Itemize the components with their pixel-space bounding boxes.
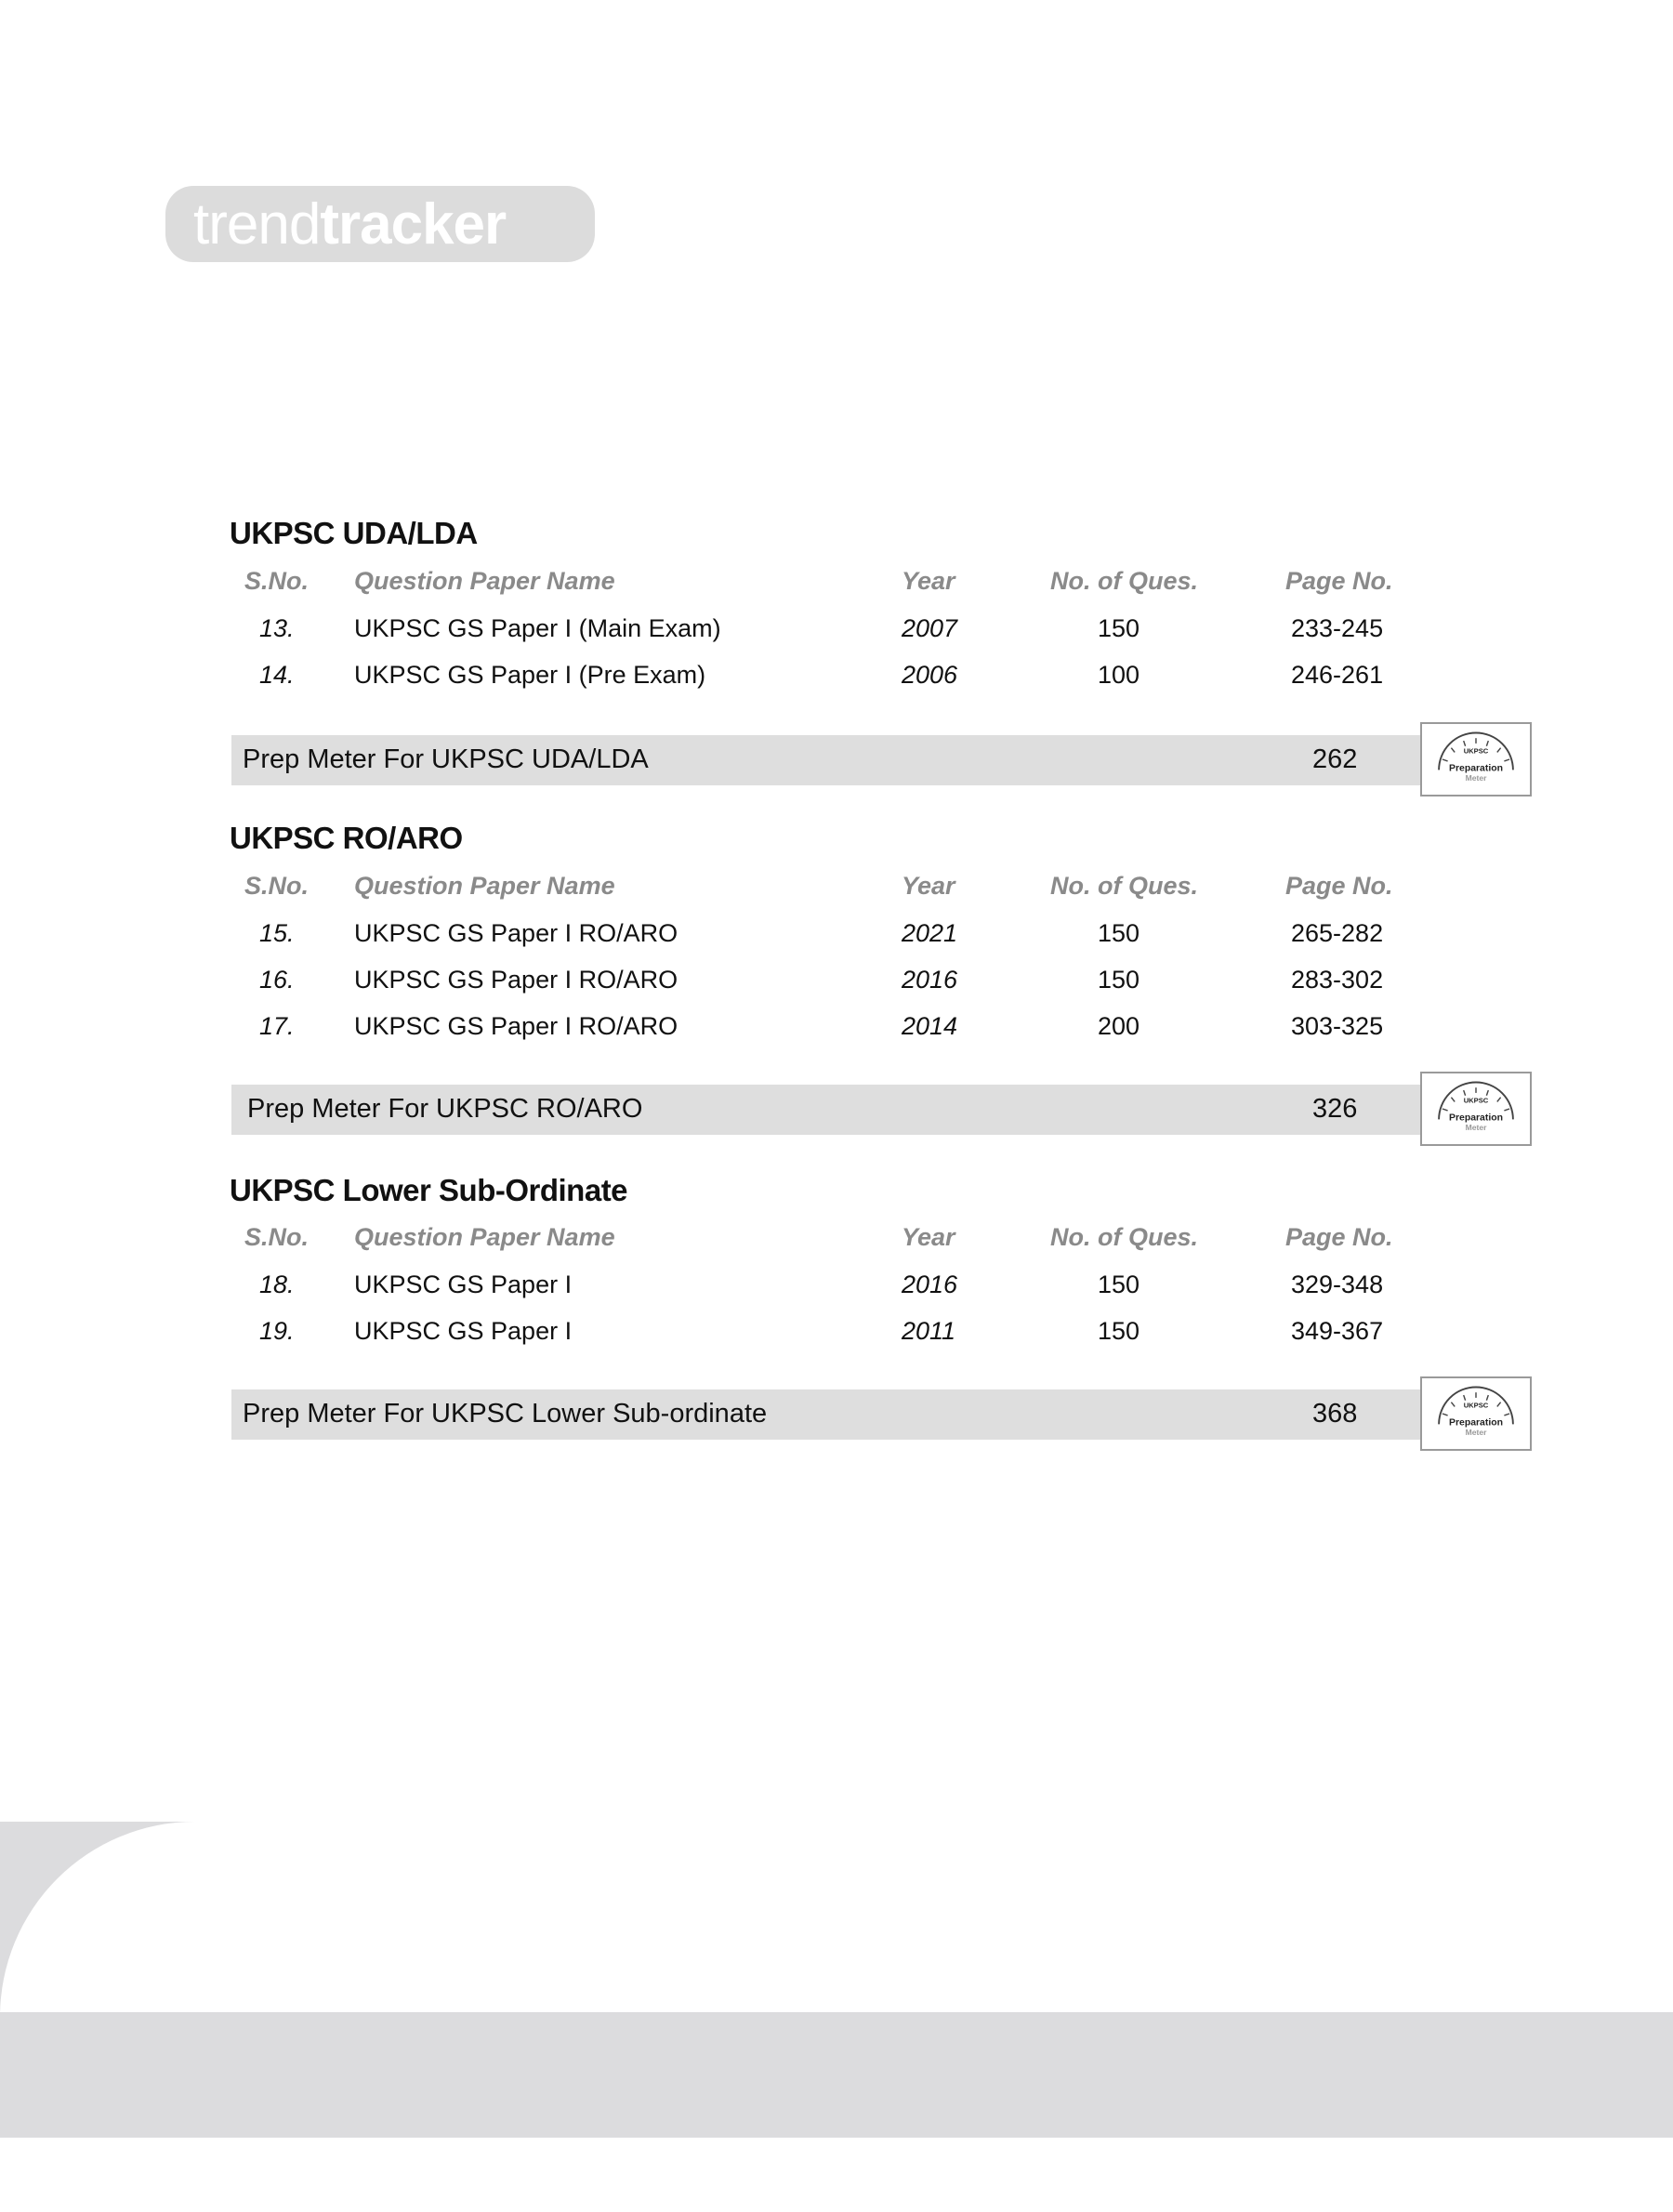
row-name: UKPSC GS Paper I RO/ARO <box>354 1012 678 1040</box>
header-ques: No. of Ques. <box>1050 1223 1199 1251</box>
badge-middle-text: Preparation <box>1448 1113 1504 1124</box>
row-name: UKPSC GS Paper I RO/ARO <box>354 919 678 947</box>
row-page: 303-325 <box>1291 1012 1384 1040</box>
row-page: 246-261 <box>1291 661 1384 689</box>
row-name: UKPSC GS Paper I (Main Exam) <box>354 614 721 642</box>
row-ques: 150 <box>1098 919 1140 947</box>
header-sno: S.No. <box>244 567 310 595</box>
table-row <box>0 919 1673 956</box>
header-year: Year <box>902 1223 955 1251</box>
row-page: 233-245 <box>1291 614 1384 642</box>
table-row <box>0 966 1673 1003</box>
prep-meter-page: 262 <box>1312 744 1358 774</box>
row-year: 2011 <box>902 1317 956 1345</box>
header-page: Page No. <box>1285 1223 1393 1251</box>
row-sno: 19. <box>259 1317 295 1345</box>
prep-meter-bar <box>231 735 1421 785</box>
prep-meter-bar <box>231 1085 1421 1135</box>
footer-band <box>0 2012 1673 2138</box>
row-year: 2016 <box>902 966 958 994</box>
row-sno: 18. <box>259 1271 295 1298</box>
header-name: Question Paper Name <box>354 1223 615 1251</box>
header-name: Question Paper Name <box>354 872 615 900</box>
badge-top-text: UKPSC <box>1463 1401 1489 1410</box>
row-ques: 200 <box>1098 1012 1140 1040</box>
row-page: 329-348 <box>1291 1271 1384 1298</box>
table-row <box>0 614 1673 652</box>
table-row <box>0 1012 1673 1049</box>
section-title: UKPSC Lower Sub-Ordinate <box>230 1173 628 1207</box>
prep-meter-label: Prep Meter For UKPSC RO/ARO <box>247 1094 643 1124</box>
preparation-meter-icon <box>1420 722 1532 797</box>
header-ques: No. of Ques. <box>1050 567 1199 595</box>
header-ques: No. of Ques. <box>1050 872 1199 900</box>
table-header <box>0 1223 1673 1260</box>
prep-meter-label: Prep Meter For UKPSC Lower Sub-ordinate <box>243 1399 768 1429</box>
row-name: UKPSC GS Paper I RO/ARO <box>354 966 678 994</box>
prep-meter-label: Prep Meter For UKPSC UDA/LDA <box>243 744 649 774</box>
row-sno: 14. <box>259 661 295 689</box>
header-page: Page No. <box>1285 872 1393 900</box>
preparation-meter-icon <box>1420 1072 1532 1146</box>
row-page: 283-302 <box>1291 966 1384 994</box>
prep-meter-page: 368 <box>1312 1399 1358 1429</box>
footer-corner-decoration <box>0 1822 195 2017</box>
section-title: UKPSC UDA/LDA <box>230 516 478 550</box>
row-name: UKPSC GS Paper I <box>354 1271 573 1298</box>
brand-logo-bold: tracker <box>320 191 507 257</box>
header-year: Year <box>902 567 955 595</box>
row-ques: 150 <box>1098 966 1140 994</box>
badge-top-text: UKPSC <box>1463 1096 1489 1105</box>
prep-meter-bar <box>231 1389 1421 1440</box>
badge-bottom-text: Meter <box>1465 1427 1487 1437</box>
row-ques: 150 <box>1098 614 1140 642</box>
brand-logo <box>165 186 595 262</box>
row-year: 2014 <box>902 1012 958 1040</box>
row-ques: 150 <box>1098 1317 1140 1345</box>
header-page: Page No. <box>1285 567 1393 595</box>
section-title: UKPSC RO/ARO <box>230 821 463 855</box>
row-year: 2007 <box>902 614 958 642</box>
table-row <box>0 1317 1673 1354</box>
row-year: 2016 <box>902 1271 958 1298</box>
row-sno: 16. <box>259 966 295 994</box>
badge-middle-text: Preparation <box>1448 763 1504 774</box>
row-sno: 13. <box>259 614 295 642</box>
header-sno: S.No. <box>244 1223 310 1251</box>
badge-bottom-text: Meter <box>1465 772 1487 783</box>
table-row <box>0 1271 1673 1308</box>
row-name: UKPSC GS Paper I <box>354 1317 573 1345</box>
row-name: UKPSC GS Paper I (Pre Exam) <box>354 661 706 689</box>
header-year: Year <box>902 872 955 900</box>
brand-logo-light: trend <box>193 191 321 257</box>
header-sno: S.No. <box>244 872 310 900</box>
prep-meter-page: 326 <box>1312 1094 1358 1124</box>
row-page: 349-367 <box>1291 1317 1384 1345</box>
header-name: Question Paper Name <box>354 567 615 595</box>
table-header <box>0 872 1673 909</box>
row-sno: 15. <box>259 919 295 947</box>
badge-bottom-text: Meter <box>1465 1122 1487 1132</box>
row-page: 265-282 <box>1291 919 1384 947</box>
row-year: 2021 <box>902 919 958 947</box>
row-ques: 150 <box>1098 1271 1140 1298</box>
preparation-meter-icon <box>1420 1376 1532 1451</box>
table-row <box>0 661 1673 698</box>
badge-top-text: UKPSC <box>1463 746 1489 756</box>
row-sno: 17. <box>259 1012 295 1040</box>
row-ques: 100 <box>1098 661 1140 689</box>
row-year: 2006 <box>902 661 958 689</box>
badge-middle-text: Preparation <box>1448 1417 1504 1429</box>
table-header <box>0 567 1673 604</box>
